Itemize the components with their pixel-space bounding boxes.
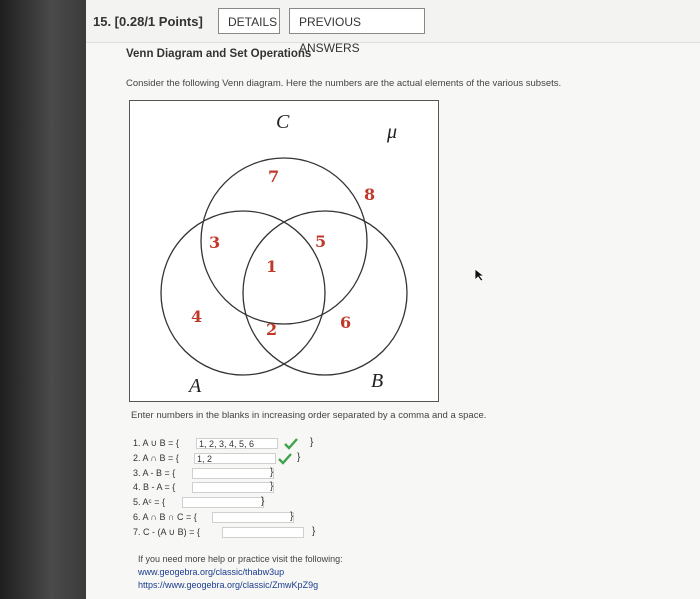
answer-input-5[interactable] bbox=[182, 497, 264, 508]
instructions: Enter numbers in the blanks in increasing order separated by a comma and a space. bbox=[131, 410, 487, 421]
universe-box bbox=[130, 101, 439, 402]
help-link-2[interactable]: https://www.geogebra.org/classic/ZmwKpZ9g bbox=[138, 580, 319, 590]
label-c: C bbox=[276, 111, 290, 133]
answer-input-3[interactable] bbox=[192, 468, 274, 479]
close-brace-1: } bbox=[310, 437, 314, 448]
details-button[interactable]: DETAILS bbox=[218, 8, 280, 34]
label-a: A bbox=[189, 375, 202, 397]
answer-input-4[interactable] bbox=[192, 482, 274, 493]
region-a-c: 3 bbox=[209, 233, 221, 252]
answer-row-1 bbox=[133, 438, 179, 449]
answer-row-3 bbox=[133, 468, 175, 478]
answer-input-6[interactable] bbox=[212, 512, 294, 523]
previous-answers-button[interactable]: PREVIOUS ANSWERS bbox=[289, 8, 425, 34]
answer-row-5 bbox=[133, 497, 165, 507]
answer-label-1: 1. A ∪ B = { bbox=[133, 438, 179, 448]
question-title: Venn Diagram and Set Operations bbox=[126, 48, 312, 60]
help-text: If you need more help or practice visit the following: bbox=[138, 554, 343, 564]
answer-input-7[interactable] bbox=[222, 527, 304, 538]
answer-row-4 bbox=[133, 482, 175, 492]
close-brace-4: } bbox=[270, 481, 274, 492]
mouse-cursor-icon bbox=[474, 268, 486, 282]
question-number: 15. [0.28/1 Points] bbox=[93, 14, 203, 29]
close-brace-3: } bbox=[270, 467, 274, 478]
answer-row-6 bbox=[133, 512, 197, 522]
close-brace-2: } bbox=[297, 452, 301, 463]
answer-row-7 bbox=[133, 527, 200, 538]
region-a-b: 2 bbox=[266, 320, 278, 339]
answer-input-1[interactable]: 1, 2, 3, 4, 5, 6 bbox=[196, 438, 278, 449]
region-center: 1 bbox=[266, 257, 278, 276]
answer-label-3: 3. A - B = { bbox=[133, 468, 176, 478]
check-icon bbox=[278, 453, 292, 465]
label-universe: μ bbox=[387, 121, 398, 143]
close-brace-6: } bbox=[290, 511, 294, 522]
answer-label-6: 6. A ∩ B ∩ C = { bbox=[133, 512, 197, 522]
region-b-c: 5 bbox=[315, 232, 327, 251]
close-brace-5: } bbox=[261, 496, 265, 507]
answer-label-2: 2. A ∩ B = { bbox=[133, 453, 179, 463]
question-page bbox=[86, 0, 700, 599]
region-b-only: 6 bbox=[340, 313, 352, 332]
answer-label-7: 7. C - (A ∪ B) = { bbox=[133, 527, 200, 537]
answer-label-4: 4. B - A = { bbox=[133, 482, 176, 492]
answer-row-2 bbox=[133, 453, 179, 463]
venn-diagram bbox=[129, 100, 439, 402]
label-b: B bbox=[371, 370, 384, 392]
answer-label-5: 5. Aᶜ = { bbox=[133, 497, 165, 507]
close-brace-7: } bbox=[312, 526, 316, 537]
answer-input-2[interactable]: 1, 2 bbox=[194, 453, 276, 464]
region-outside: 8 bbox=[364, 185, 376, 204]
help-section bbox=[138, 553, 343, 592]
help-link-1[interactable]: www.geogebra.org/classic/thabw3up bbox=[138, 567, 285, 577]
background-left bbox=[0, 0, 86, 599]
region-a-only: 4 bbox=[191, 307, 203, 326]
question-description: Consider the following Venn diagram. Here the numbers are the actual elements of the various subsets. bbox=[126, 78, 562, 89]
check-icon bbox=[284, 438, 298, 450]
region-c-only: 7 bbox=[268, 167, 280, 186]
